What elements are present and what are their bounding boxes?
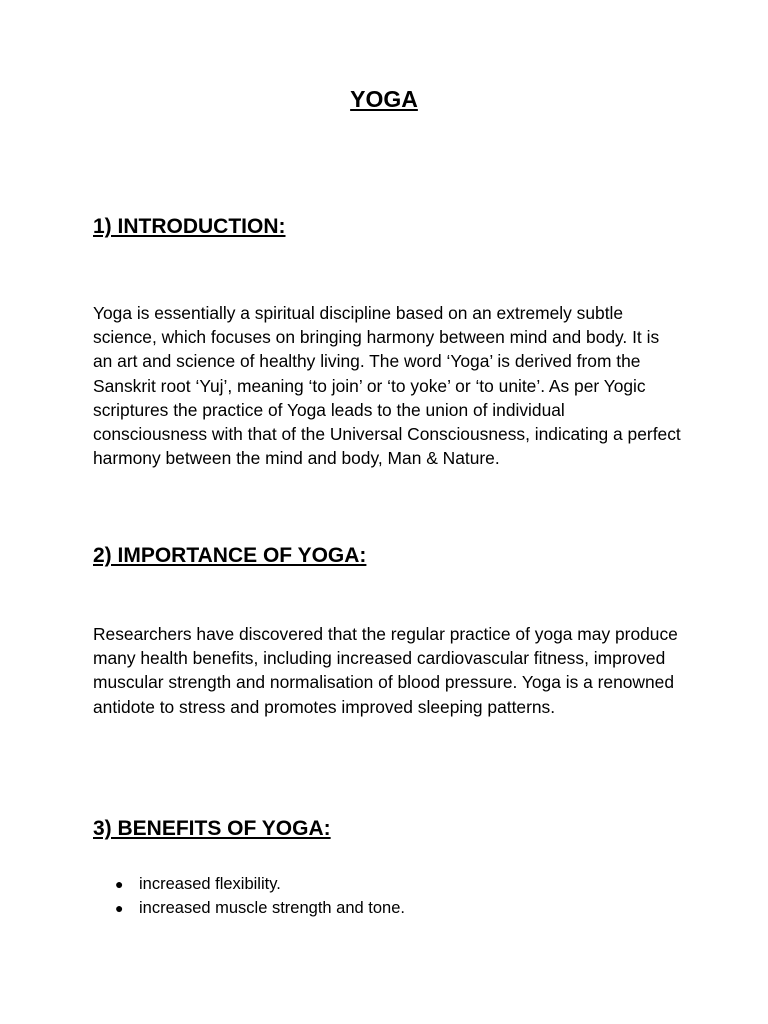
section-heading-importance: 2) IMPORTANCE OF YOGA: — [93, 544, 367, 567]
benefits-list — [93, 873, 405, 920]
list-item-text: increased flexibility. — [139, 875, 281, 893]
section-heading-benefits: 3) BENEFITS OF YOGA: — [93, 817, 331, 840]
importance-paragraph: Researchers have discovered that the regular practice of yoga may produce many health benefits, including increased cardiovascular fitness, improved muscular strength and normalisation of blood pressure. Yoga is a renowned antidote to stress and promotes improved sleeping patterns. — [93, 624, 678, 717]
document-title-text: YOGA — [350, 86, 418, 112]
list-item — [93, 873, 405, 897]
bullet-dot-icon: ● — [115, 899, 124, 916]
section-heading-introduction: 1) INTRODUCTION: — [93, 215, 286, 238]
list-item-text: increased muscle strength and tone. — [139, 898, 405, 917]
bullet-dot-icon: ● — [115, 876, 124, 892]
introduction-paragraph: Yoga is essentially a spiritual discipline based on an extremely subtle science, which focuses on bringing harmony between mind and body. It is an art and science of healthy living. The word ‘Yoga’ is derived from the Sanskrit root ‘Yuj’, meaning ‘to join’ or ‘to yoke’ or ‘to unite’. As per Yogic scriptures the practice of Yoga leads to the union of individual consciousness with that of the Universal Consciousness, indicating a perfect harmony between the mind and body, Man & Nature. — [93, 303, 681, 469]
document-title — [0, 86, 768, 113]
list-item — [93, 897, 405, 921]
